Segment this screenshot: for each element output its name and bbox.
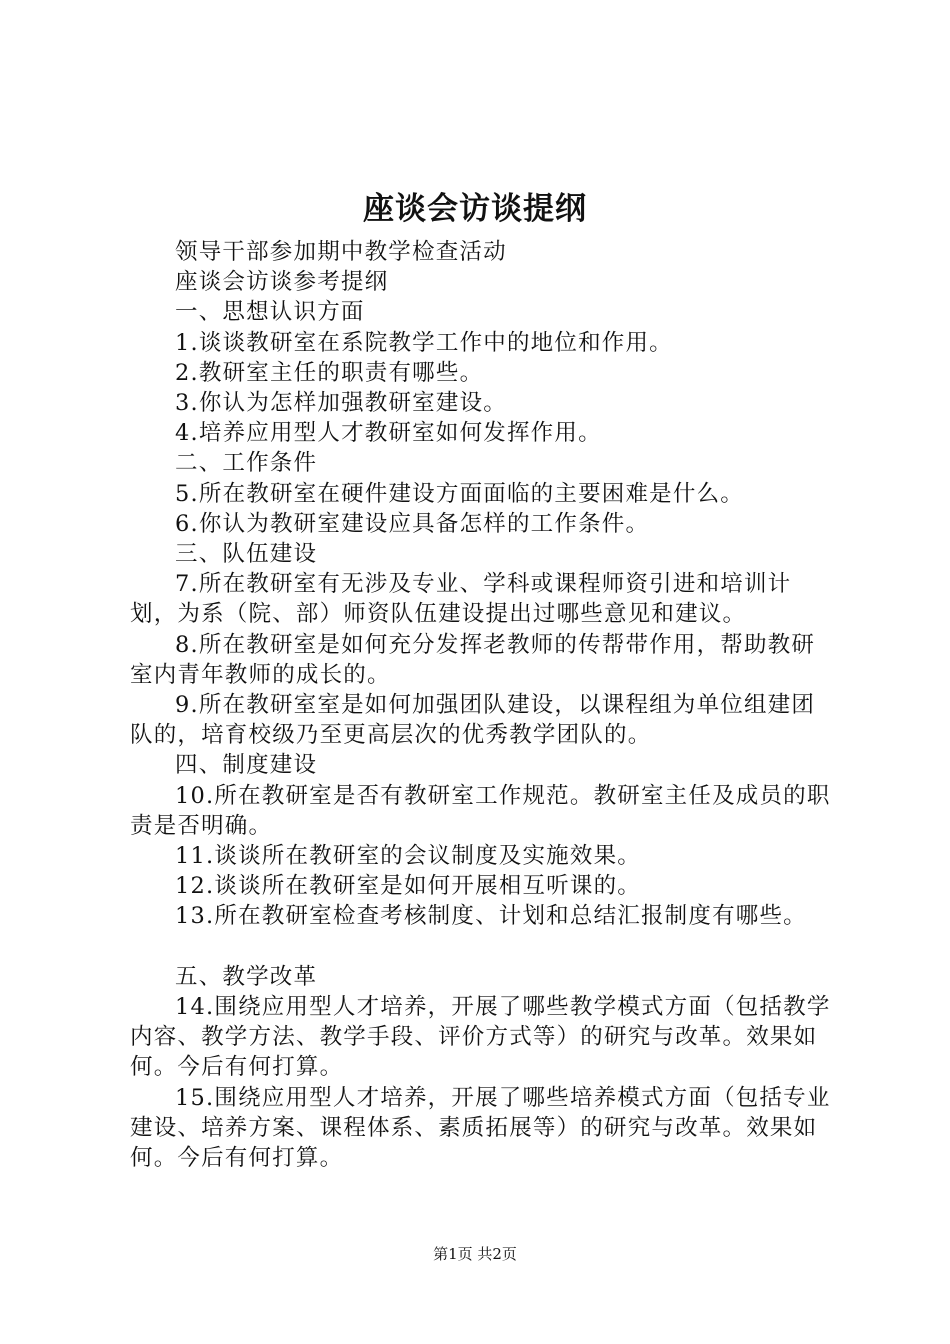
question-1: 1.谈谈教研室在系院教学工作中的地位和作用。 — [175, 329, 673, 356]
paragraph-intro-2: 座谈会访谈参考提纲 — [175, 269, 389, 296]
blank-line — [130, 932, 835, 962]
question-4: 4.培养应用型人才教研室如何发挥作用。 — [175, 420, 602, 447]
question-6: 6.你认为教研室建设应具备怎样的工作条件。 — [175, 510, 650, 537]
question-14: 14.围绕应用型人才培养，开展了哪些教学模式方面（包括教学内容、教学方法、教学手段、评价方式等）的研究与改革。效果如何。今后有何打算。 — [130, 994, 831, 1081]
question-15: 15.围绕应用型人才培养，开展了哪些培养模式方面（包括专业建设、培养方案、课程体系、素质拓展等）的研究与改革。效果如何。今后有何打算。 — [130, 1084, 831, 1172]
question-13: 13.所在教研室检查考核制度、计划和总结汇报制度有哪些。 — [175, 903, 807, 930]
question-7: 7.所在教研室有无涉及专业、学科或课程师资引进和培训计划，为系（院、部）师资队伍建设提出过哪些意见和建议。 — [130, 571, 792, 628]
question-5: 5.所在教研室在硬件建设方面面临的主要困难是什么。 — [175, 480, 744, 507]
document-body — [130, 237, 835, 1173]
section-heading-2: 二、工作条件 — [175, 450, 318, 477]
question-11: 11.谈谈所在教研室的会议制度及实施效果。 — [175, 843, 641, 870]
question-2: 2.教研室主任的职责有哪些。 — [175, 359, 484, 386]
section-heading-3: 三、队伍建设 — [175, 541, 318, 568]
section-heading-4: 四、制度建设 — [175, 752, 318, 779]
question-8: 8.所在教研室是如何充分发挥老教师的传帮带作用，帮助教研室内青年教师的成长的。 — [130, 631, 816, 688]
section-heading-5: 五、教学改革 — [175, 963, 318, 990]
question-12: 12.谈谈所在教研室是如何开展相互听课的。 — [175, 873, 641, 900]
paragraph-intro-1: 领导干部参加期中教学检查活动 — [175, 239, 507, 265]
page-footer: 第1页 共2页 — [433, 1245, 517, 1263]
question-3: 3.你认为怎样加强教研室建设。 — [175, 390, 507, 417]
question-9: 9.所在教研室室是如何加强团队建设，以课程组为单位组建团队的，培育校级乃至更高层次的优秀教学团队的。 — [130, 692, 816, 749]
question-10: 10.所在教研室是否有教研室工作规范。教研室主任及成员的职责是否明确。 — [130, 782, 831, 839]
document-title: 座谈会访谈提纲 — [363, 191, 587, 227]
section-heading-1: 一、思想认识方面 — [175, 299, 365, 326]
